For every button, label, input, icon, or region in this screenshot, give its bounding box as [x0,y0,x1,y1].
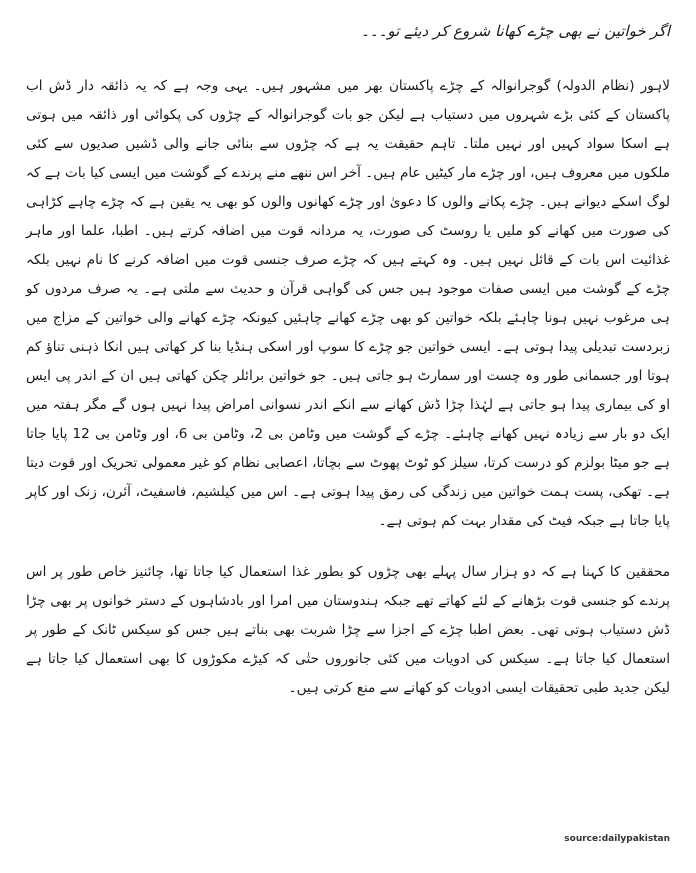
article-paragraph-2: محققین کا کہنا ہے کہ دو ہزار سال پہلے بھی چڑوں کو بطور غذا استعمال کیا جاتا تھا، چائنیز خاص طور پر اس پرندے کو جنسی قوت بڑھانے کے لئے کھاتے تھے جبکہ ہندوستان میں امرا اور بادشاہوں کے دستر خوانوں پر بھی چڑا ڈش دستیاب ہوتی تھی۔ بعض اطبا چڑے کے اجزا سے چڑا شربت بھی بناتے ہیں جس کو سیکس ٹانک کے طور پر استعمال کیا جاتا ہے۔ سیکس کی ادویات میں کئی جانوروں حتٰی کہ کیڑے مکوڑوں کا بھی استعمال کیا جاتا ہے لیکن جدید طبی تحقیقات ایسی ادویات کو کھانے سے منع کرتی ہیں۔ [26,564,670,696]
article-paragraph-1: لاہور (نظام الدولہ) گوجرانوالہ کے چڑے پاکستان بھر میں مشہور ہیں۔ یہی وجہ ہے کہ یہ ذائقہ دار ڈش اب پاکستان کے کئی بڑے شہروں میں دستیاب ہے لیکن جو بات گوجرانوالہ کے چڑوں کی پکوائی اور ذائقہ میں ہوتی ہے اسکا سواد کہیں اور نہیں ملتا۔ تاہم حقیقت یہ ہے کہ چڑوں سے بنائی جانے والی ڈشیں صدیوں سے کئی ملکوں میں معروف ہیں، اور چڑے مار کیٹیں عام ہیں۔ آخر اس ننھے منے پرندے کے گوشت میں ایسی کیا بات ہے کہ لوگ اسکے دیوانے ہیں۔ چڑے پکانے والوں کا دعویٰ اور چڑے کھانوں والوں کو بھی یہ یقین ہے کہ چڑے چاہے کڑاہی کی صورت میں کھانے کو ملیں یا روسٹ کی صورت، یہ مردانہ قوت میں اضافہ کرتے ہیں۔ اطبا، علما اور ماہر غذائیت اس بات کے قائل نہیں ہیں۔ وہ کہتے ہیں کہ چڑے صرف جنسی قوت میں اضافہ کرنے کا نام نہیں بلکہ چڑے کے گوشت میں ایسی صفات موجود ہیں جس کی گواہی قرآن و حدیث سے ملتی ہے۔ یہ صرف مردوں کو ہی مرغوب نہیں ہونا چاہئے بلکہ خواتین کو بھی چڑے کھانے چاہئیں کیونکہ چڑے کھانے والی خواتین کے مزاج میں زبردست تبدیلی پیدا ہوتی ہے۔ ایسی خواتین جو چڑے کا سوپ اور اسکی ہنڈیا بنا کر کھاتی ہیں انکا ذہنی تناؤ کم ہوتا اور جسمانی طور وہ چست اور سمارٹ ہو جاتی ہیں۔ جو خواتین برائلر چکن کھاتی ہیں ان کے اندر پی ایس او کی بیماری پیدا ہو جاتی ہے لہٰذا چڑا ڈش کھانے سے انکے اندر نسوانی امراض پیدا نہیں ہوں گے مگر ہفتہ میں ایک دو بار سے زیادہ نہیں کھانے چاہئے۔ چڑے کے گوشت میں وٹامن بی 2، وٹامن بی 6، اور وٹامن بی 12 پایا جاتا ہے جو میٹا بولزم کو درست کرتا، سیلز کو ٹوٹ پھوٹ سے بچاتا، اعصابی نظام کو غیر معمولی تحریک اور قوت دیتا ہے۔ تھکی، پست ہمت خواتین میں زندگی کی رمق پیدا ہوتی ہے۔ اس میں کیلشیم، فاسفیٹ، آئرن، زنک اور کاپر پایا جاتا ہے جبکہ فیٹ کی مقدار بہت کم ہوتی ہے۔ [26,78,670,529]
article-headline: اگر خواتین نے بھی چڑے کھانا شروع کر دیئے تو۔۔۔ [361,22,670,40]
source-credit: source:dailypakistan [564,834,670,844]
